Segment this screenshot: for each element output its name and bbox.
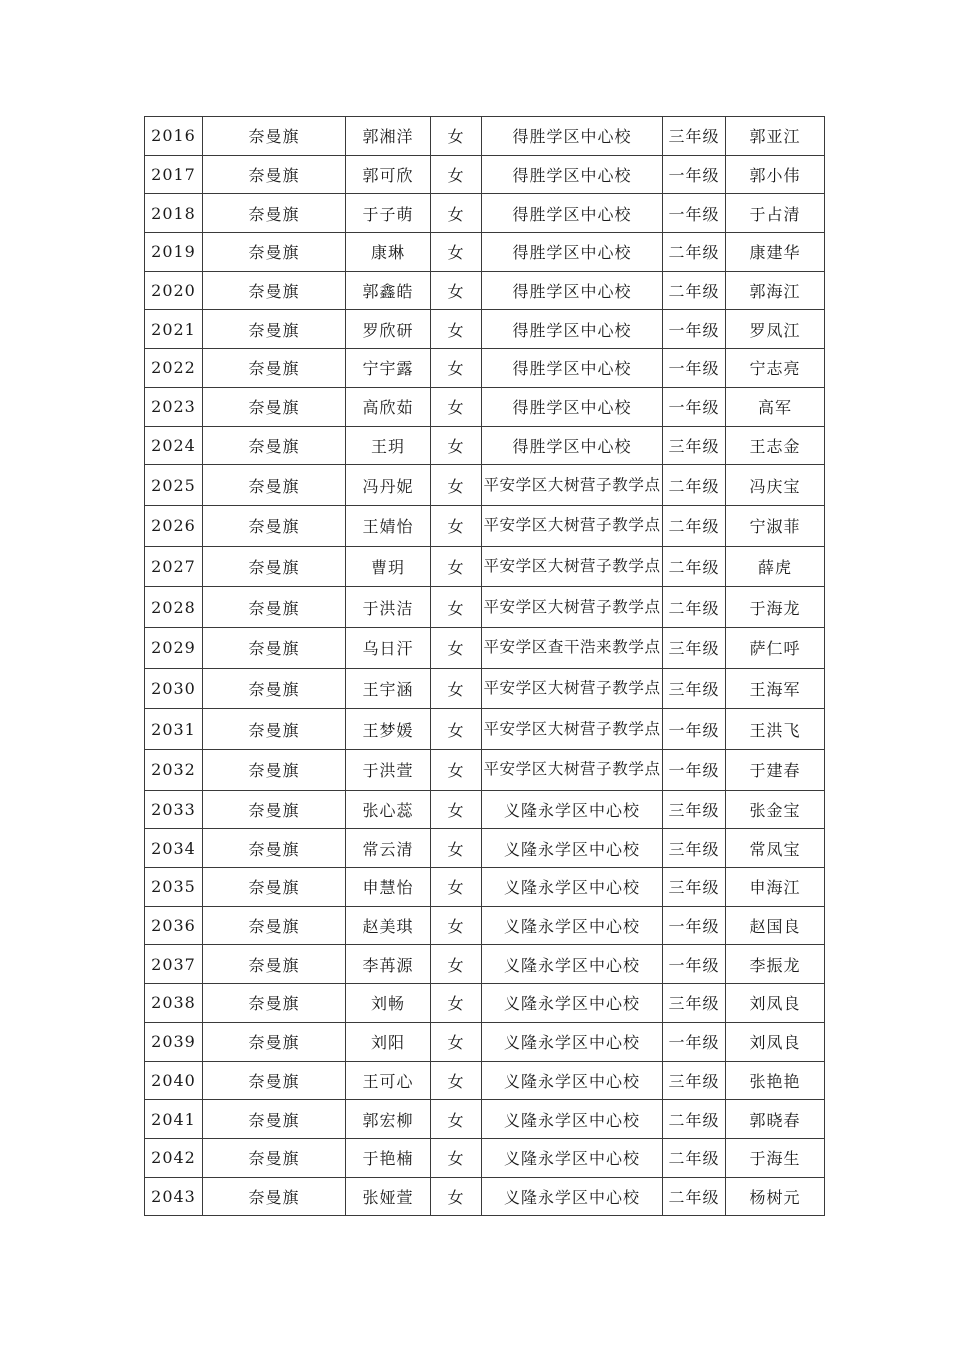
cell-school: 得胜学区中心校 <box>482 349 663 388</box>
cell-county: 奈曼旗 <box>203 387 346 426</box>
cell-county: 奈曼旗 <box>203 829 346 868</box>
cell-school: 义隆永学区中心校 <box>482 906 663 945</box>
cell-county: 奈曼旗 <box>203 750 346 791</box>
cell-gender: 女 <box>431 465 482 506</box>
cell-guardian: 常凤宝 <box>726 829 825 868</box>
table-row <box>145 349 825 388</box>
cell-grade: 三年级 <box>663 627 726 668</box>
cell-number: 2043 <box>145 1177 203 1216</box>
cell-number: 2016 <box>145 117 203 156</box>
cell-number: 2017 <box>145 155 203 194</box>
cell-number: 2021 <box>145 310 203 349</box>
cell-guardian: 刘凤良 <box>726 1022 825 1061</box>
cell-name: 刘阳 <box>346 1022 431 1061</box>
cell-number: 2041 <box>145 1100 203 1139</box>
cell-gender: 女 <box>431 868 482 907</box>
cell-number: 2033 <box>145 790 203 829</box>
cell-county: 奈曼旗 <box>203 668 346 709</box>
cell-school: 得胜学区中心校 <box>482 194 663 233</box>
cell-school: 平安学区大树营子教学点 <box>482 505 663 546</box>
cell-guardian: 郭亚江 <box>726 117 825 156</box>
cell-school: 义隆永学区中心校 <box>482 1177 663 1216</box>
cell-school: 义隆永学区中心校 <box>482 1061 663 1100</box>
cell-gender: 女 <box>431 233 482 272</box>
cell-county: 奈曼旗 <box>203 709 346 750</box>
table-row <box>145 627 825 668</box>
table-row <box>145 117 825 156</box>
table-row <box>145 709 825 750</box>
cell-school: 平安学区大树营子教学点 <box>482 465 663 506</box>
cell-county: 奈曼旗 <box>203 984 346 1023</box>
cell-gender: 女 <box>431 426 482 465</box>
table-row <box>145 1022 825 1061</box>
cell-name: 王婧怡 <box>346 505 431 546</box>
cell-grade: 三年级 <box>663 668 726 709</box>
table-row <box>145 387 825 426</box>
cell-school: 得胜学区中心校 <box>482 310 663 349</box>
student-table <box>144 116 825 1216</box>
cell-name: 于洪洁 <box>346 587 431 628</box>
cell-name: 乌日汗 <box>346 627 431 668</box>
cell-gender: 女 <box>431 984 482 1023</box>
cell-guardian: 宁志亮 <box>726 349 825 388</box>
cell-county: 奈曼旗 <box>203 945 346 984</box>
cell-guardian: 王海军 <box>726 668 825 709</box>
cell-name: 刘畅 <box>346 984 431 1023</box>
cell-county: 奈曼旗 <box>203 1138 346 1177</box>
table-row <box>145 233 825 272</box>
cell-school: 平安学区大树营子教学点 <box>482 750 663 791</box>
cell-county: 奈曼旗 <box>203 117 346 156</box>
cell-number: 2036 <box>145 906 203 945</box>
cell-grade: 一年级 <box>663 750 726 791</box>
cell-county: 奈曼旗 <box>203 505 346 546</box>
cell-guardian: 高军 <box>726 387 825 426</box>
cell-grade: 一年级 <box>663 194 726 233</box>
cell-gender: 女 <box>431 505 482 546</box>
cell-name: 于子萌 <box>346 194 431 233</box>
cell-county: 奈曼旗 <box>203 906 346 945</box>
cell-number: 2026 <box>145 505 203 546</box>
cell-name: 郭湘洋 <box>346 117 431 156</box>
cell-name: 宁宇露 <box>346 349 431 388</box>
table-row <box>145 868 825 907</box>
cell-county: 奈曼旗 <box>203 1061 346 1100</box>
cell-name: 李苒源 <box>346 945 431 984</box>
cell-county: 奈曼旗 <box>203 194 346 233</box>
table-row <box>145 271 825 310</box>
cell-name: 于洪萱 <box>346 750 431 791</box>
cell-name: 常云清 <box>346 829 431 868</box>
cell-county: 奈曼旗 <box>203 546 346 587</box>
cell-grade: 一年级 <box>663 310 726 349</box>
cell-school: 得胜学区中心校 <box>482 387 663 426</box>
cell-gender: 女 <box>431 194 482 233</box>
cell-school: 得胜学区中心校 <box>482 271 663 310</box>
table-row <box>145 984 825 1023</box>
cell-county: 奈曼旗 <box>203 1022 346 1061</box>
cell-number: 2023 <box>145 387 203 426</box>
table-row <box>145 750 825 791</box>
cell-county: 奈曼旗 <box>203 587 346 628</box>
cell-grade: 二年级 <box>663 587 726 628</box>
cell-school: 义隆永学区中心校 <box>482 868 663 907</box>
cell-school: 义隆永学区中心校 <box>482 790 663 829</box>
cell-gender: 女 <box>431 271 482 310</box>
cell-grade: 一年级 <box>663 155 726 194</box>
cell-school: 平安学区大树营子教学点 <box>482 668 663 709</box>
cell-guardian: 郭小伟 <box>726 155 825 194</box>
cell-school: 义隆永学区中心校 <box>482 945 663 984</box>
cell-county: 奈曼旗 <box>203 233 346 272</box>
table-row <box>145 668 825 709</box>
cell-number: 2037 <box>145 945 203 984</box>
cell-county: 奈曼旗 <box>203 465 346 506</box>
cell-number: 2039 <box>145 1022 203 1061</box>
cell-county: 奈曼旗 <box>203 271 346 310</box>
cell-name: 申慧怡 <box>346 868 431 907</box>
cell-grade: 一年级 <box>663 1022 726 1061</box>
table-row <box>145 587 825 628</box>
cell-guardian: 罗凤江 <box>726 310 825 349</box>
table-row <box>145 426 825 465</box>
cell-grade: 三年级 <box>663 984 726 1023</box>
cell-grade: 三年级 <box>663 790 726 829</box>
cell-guardian: 宁淑菲 <box>726 505 825 546</box>
cell-school: 平安学区查干浩来教学点 <box>482 627 663 668</box>
cell-gender: 女 <box>431 790 482 829</box>
cell-name: 曹玥 <box>346 546 431 587</box>
cell-grade: 三年级 <box>663 117 726 156</box>
cell-number: 2040 <box>145 1061 203 1100</box>
cell-gender: 女 <box>431 117 482 156</box>
cell-grade: 一年级 <box>663 906 726 945</box>
cell-guardian: 郭海江 <box>726 271 825 310</box>
cell-county: 奈曼旗 <box>203 1100 346 1139</box>
cell-name: 郭鑫皓 <box>346 271 431 310</box>
table-row <box>145 1061 825 1100</box>
cell-name: 高欣茹 <box>346 387 431 426</box>
table-row <box>145 505 825 546</box>
cell-gender: 女 <box>431 668 482 709</box>
cell-gender: 女 <box>431 546 482 587</box>
cell-name: 王可心 <box>346 1061 431 1100</box>
cell-county: 奈曼旗 <box>203 868 346 907</box>
cell-gender: 女 <box>431 1138 482 1177</box>
cell-guardian: 薛虎 <box>726 546 825 587</box>
cell-number: 2028 <box>145 587 203 628</box>
cell-gender: 女 <box>431 1022 482 1061</box>
cell-gender: 女 <box>431 587 482 628</box>
cell-number: 2024 <box>145 426 203 465</box>
cell-grade: 三年级 <box>663 868 726 907</box>
table-row <box>145 1138 825 1177</box>
cell-county: 奈曼旗 <box>203 155 346 194</box>
cell-grade: 二年级 <box>663 1138 726 1177</box>
cell-gender: 女 <box>431 1100 482 1139</box>
cell-school: 得胜学区中心校 <box>482 155 663 194</box>
cell-number: 2034 <box>145 829 203 868</box>
cell-guardian: 于海生 <box>726 1138 825 1177</box>
cell-name: 康琳 <box>346 233 431 272</box>
cell-guardian: 于建春 <box>726 750 825 791</box>
cell-county: 奈曼旗 <box>203 349 346 388</box>
cell-guardian: 于占清 <box>726 194 825 233</box>
cell-grade: 二年级 <box>663 1177 726 1216</box>
table-body <box>145 117 825 1216</box>
cell-name: 冯丹妮 <box>346 465 431 506</box>
cell-grade: 三年级 <box>663 1061 726 1100</box>
table-row <box>145 310 825 349</box>
cell-grade: 二年级 <box>663 271 726 310</box>
cell-county: 奈曼旗 <box>203 426 346 465</box>
cell-number: 2042 <box>145 1138 203 1177</box>
cell-grade: 二年级 <box>663 505 726 546</box>
cell-grade: 二年级 <box>663 233 726 272</box>
cell-number: 2027 <box>145 546 203 587</box>
cell-school: 义隆永学区中心校 <box>482 984 663 1023</box>
cell-school: 义隆永学区中心校 <box>482 1022 663 1061</box>
cell-grade: 一年级 <box>663 709 726 750</box>
table-row <box>145 465 825 506</box>
cell-grade: 三年级 <box>663 829 726 868</box>
cell-county: 奈曼旗 <box>203 1177 346 1216</box>
cell-guardian: 张艳艳 <box>726 1061 825 1100</box>
cell-gender: 女 <box>431 829 482 868</box>
cell-gender: 女 <box>431 155 482 194</box>
cell-guardian: 杨树元 <box>726 1177 825 1216</box>
cell-gender: 女 <box>431 349 482 388</box>
table-row <box>145 546 825 587</box>
table-row <box>145 1100 825 1139</box>
cell-county: 奈曼旗 <box>203 310 346 349</box>
cell-guardian: 王洪飞 <box>726 709 825 750</box>
cell-name: 王宇涵 <box>346 668 431 709</box>
cell-name: 罗欣研 <box>346 310 431 349</box>
cell-school: 平安学区大树营子教学点 <box>482 709 663 750</box>
cell-gender: 女 <box>431 387 482 426</box>
cell-guardian: 于海龙 <box>726 587 825 628</box>
cell-name: 郭宏柳 <box>346 1100 431 1139</box>
cell-number: 2031 <box>145 709 203 750</box>
cell-school: 平安学区大树营子教学点 <box>482 587 663 628</box>
cell-number: 2035 <box>145 868 203 907</box>
cell-number: 2018 <box>145 194 203 233</box>
cell-guardian: 王志金 <box>726 426 825 465</box>
cell-grade: 一年级 <box>663 945 726 984</box>
cell-guardian: 萨仁呼 <box>726 627 825 668</box>
cell-grade: 一年级 <box>663 387 726 426</box>
cell-number: 2022 <box>145 349 203 388</box>
cell-number: 2019 <box>145 233 203 272</box>
table-row <box>145 945 825 984</box>
cell-county: 奈曼旗 <box>203 790 346 829</box>
cell-school: 得胜学区中心校 <box>482 117 663 156</box>
cell-gender: 女 <box>431 709 482 750</box>
cell-school: 平安学区大树营子教学点 <box>482 546 663 587</box>
cell-school: 义隆永学区中心校 <box>482 1138 663 1177</box>
cell-number: 2029 <box>145 627 203 668</box>
cell-grade: 三年级 <box>663 426 726 465</box>
table-row <box>145 790 825 829</box>
cell-school: 得胜学区中心校 <box>482 426 663 465</box>
table-row <box>145 829 825 868</box>
cell-number: 2038 <box>145 984 203 1023</box>
cell-name: 王玥 <box>346 426 431 465</box>
cell-guardian: 张金宝 <box>726 790 825 829</box>
cell-name: 赵美琪 <box>346 906 431 945</box>
cell-name: 郭可欣 <box>346 155 431 194</box>
cell-school: 义隆永学区中心校 <box>482 1100 663 1139</box>
cell-grade: 一年级 <box>663 349 726 388</box>
cell-guardian: 康建华 <box>726 233 825 272</box>
table-row <box>145 906 825 945</box>
table-row <box>145 155 825 194</box>
cell-guardian: 郭晓春 <box>726 1100 825 1139</box>
cell-name: 王梦媛 <box>346 709 431 750</box>
cell-gender: 女 <box>431 750 482 791</box>
table-row <box>145 194 825 233</box>
cell-name: 张心蕊 <box>346 790 431 829</box>
cell-number: 2030 <box>145 668 203 709</box>
cell-gender: 女 <box>431 627 482 668</box>
cell-guardian: 刘凤良 <box>726 984 825 1023</box>
cell-name: 张娅萱 <box>346 1177 431 1216</box>
cell-gender: 女 <box>431 906 482 945</box>
cell-guardian: 冯庆宝 <box>726 465 825 506</box>
cell-grade: 二年级 <box>663 546 726 587</box>
cell-school: 得胜学区中心校 <box>482 233 663 272</box>
cell-guardian: 赵国良 <box>726 906 825 945</box>
cell-guardian: 申海江 <box>726 868 825 907</box>
cell-school: 义隆永学区中心校 <box>482 829 663 868</box>
cell-name: 于艳楠 <box>346 1138 431 1177</box>
cell-number: 2032 <box>145 750 203 791</box>
cell-number: 2020 <box>145 271 203 310</box>
cell-guardian: 李振龙 <box>726 945 825 984</box>
cell-grade: 二年级 <box>663 465 726 506</box>
cell-gender: 女 <box>431 945 482 984</box>
cell-gender: 女 <box>431 1061 482 1100</box>
cell-gender: 女 <box>431 310 482 349</box>
table-row <box>145 1177 825 1216</box>
cell-grade: 二年级 <box>663 1100 726 1139</box>
cell-number: 2025 <box>145 465 203 506</box>
cell-gender: 女 <box>431 1177 482 1216</box>
cell-county: 奈曼旗 <box>203 627 346 668</box>
